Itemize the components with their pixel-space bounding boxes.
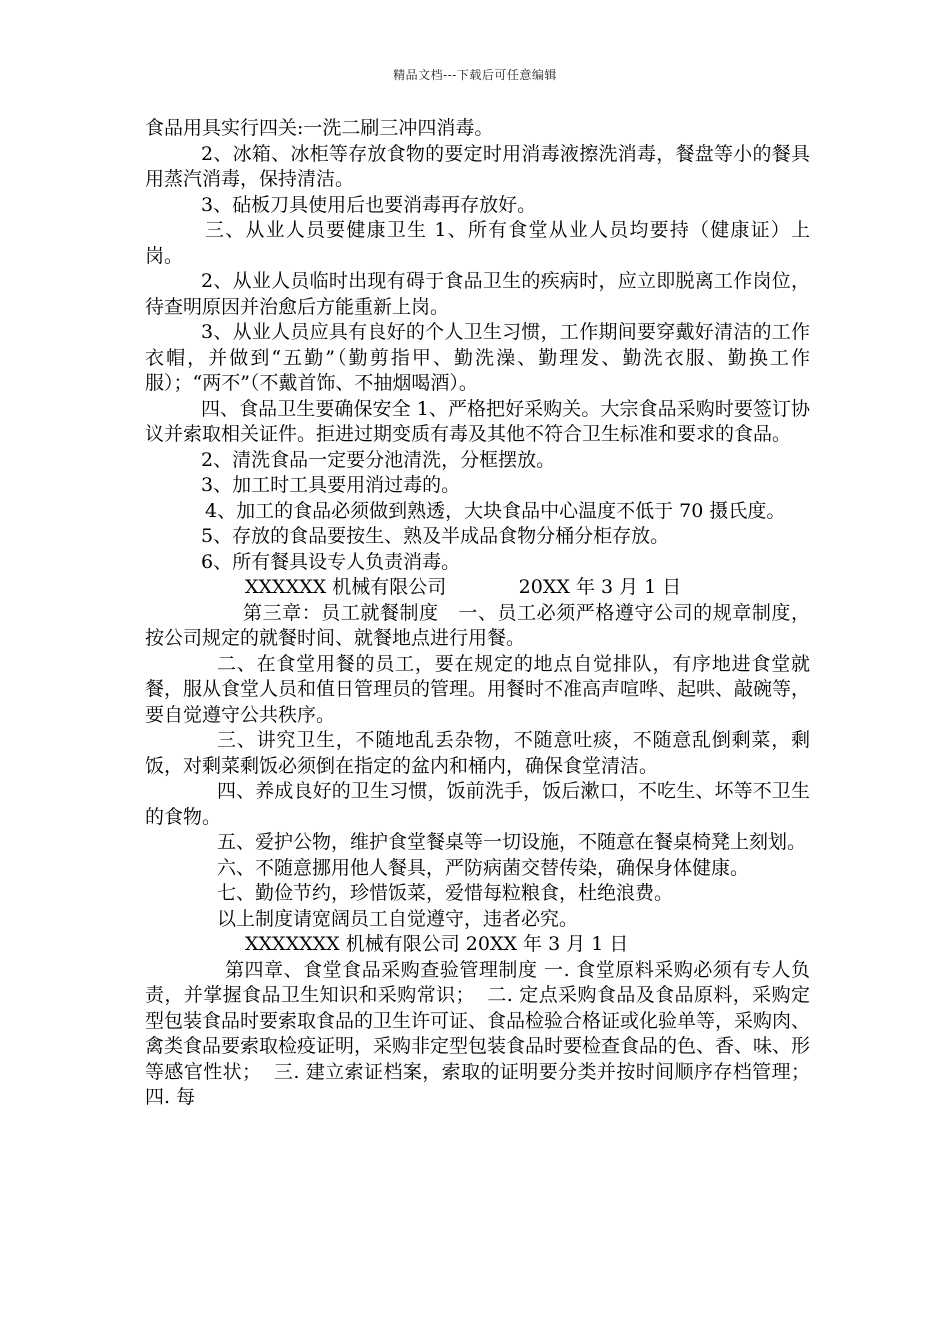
paragraph: 六、不随意挪用他人餐具，严防病菌交替传染，确保身体健康。 [217,856,750,879]
paragraph: 食品用具实行四关:一洗二刷三冲四消毒。 [145,117,494,139]
paragraph: 2、从业人员临时出现有碍于食品卫生的疾病时，应立即脱离工作岗位，待查明原因并治愈后方能重新上岗。 [145,270,810,318]
chapter-heading: 第三章：员工就餐制度 一、员工必须严格遵守公司的规章制度，按公司规定的就餐时间、就餐地点进行用餐。 [145,601,810,649]
paragraph: 5、存放的食品要按生、熟及半成品食物分桶分柜存放。 [201,525,670,547]
paragraph: 4、加工的食品必须做到熟透，大块食品中心温度不低于 70 摄氏度。 [205,499,786,522]
paragraph: 3、加工时工具要用消过毒的。 [201,474,461,496]
page-header: 精品文档---下载后可任意编辑 [393,68,557,82]
paragraph: 2、冰箱、冰柜等存放食物的要定时用消毒液擦洗消毒，餐盘等小的餐具用蒸汽消毒，保持清洁。 [145,142,810,190]
signature-line: XXXXXXX 机械有限公司 20XX 年 3 月 1 日 [245,933,629,955]
paragraph: 四、养成良好的卫生习惯，饭前洗手，饭后漱口，不吃生、坏等不卫生的食物。 [145,780,810,828]
paragraph: 3、砧板刀具使用后也要消毒再存放好。 [201,193,537,216]
paragraph: 五、爱护公物，维护食堂餐桌等一切设施，不随意在餐桌椅凳上刻划。 [217,831,807,853]
section-heading: 三、从业人员要健康卫生 1、所有食堂从业人员均要持（健康证）上岗。 [145,219,810,267]
section-heading: 四、食品卫生要确保安全 1、严格把好采购关。大宗食品采购时要签订协议并索取相关证件。拒进过期变质有毒及其他不符合卫生标准和要求的食品。 [145,397,810,445]
paragraph: 3、从业人员应具有良好的个人卫生习惯，工作期间要穿戴好清洁的工作衣帽，并做到“五勤”（勤剪指甲、勤洗澡、勤理发、勤洗衣服、勤换工作服）；“两不”（不戴首饰、不抽烟喝酒）。 [145,321,810,394]
paragraph: 2、清洗食品一定要分池清洗，分框摆放。 [201,448,556,471]
chapter-heading: 第四章、食堂食品采购查验管理制度 一. 食堂原料采购必须有专人负责，并掌握食品卫生知识和采购常识； 二. 定点采购食品及食品原料，采购定型包装食品时要索取食品的卫生许可证、食品检验合格证或化验单等，采购肉、禽类食品要索取检疫证明，采购非定型包装食品时要检查食品的色、香、味、形等感官性状； 三. 建立索证档案，索取的证明要分类并按时间顺序存档管理； 四. 每 [145,958,823,1108]
paragraph: 二、在食堂用餐的员工，要在规定的地点自觉排队，有序地进食堂就餐，服从食堂人员和值日管理员的管理。用餐时不准高声喧哗、起哄、敲碗等，要自觉遵守公共秩序。 [145,652,811,726]
paragraph: 七、勤俭节约，珍惜饭菜，爱惜每粒粮食，杜绝浪费。 [217,882,674,904]
paragraph: 以上制度请宽阔员工自觉遵守，违者必究。 [217,907,579,930]
paragraph: 6、所有餐具设专人负责消毒。 [201,550,461,573]
signature-line: XXXXXX 机械有限公司 20XX 年 3 月 1 日 [245,576,682,598]
paragraph: 三、讲究卫生，不随地乱丢杂物，不随意吐痰，不随意乱倒剩菜，剩饭，对剩菜剩饭必须倒在指定的盆内和桶内，确保食堂清洁。 [145,729,810,777]
document-body [145,116,823,1111]
